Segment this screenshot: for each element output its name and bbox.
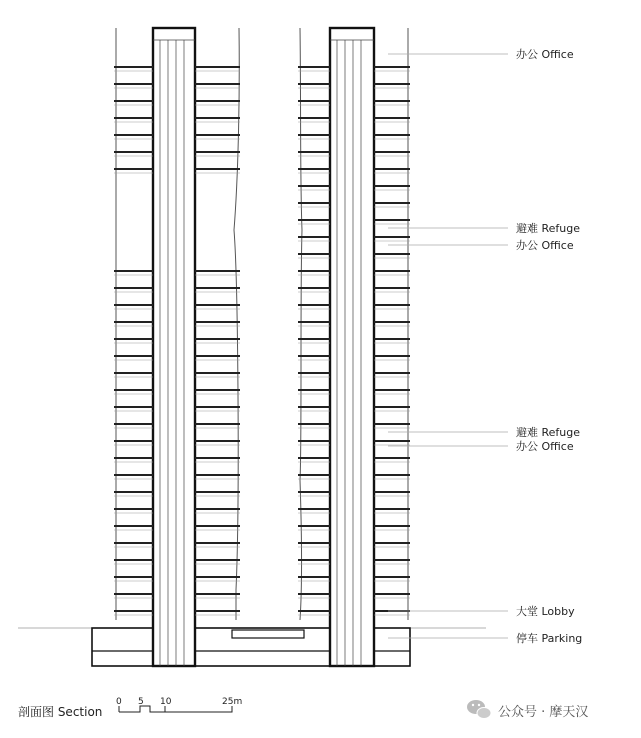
floor-slab	[114, 66, 153, 68]
floor-slab	[374, 202, 410, 204]
watermark	[467, 700, 588, 720]
floor-slab	[114, 457, 153, 459]
floor-slab	[374, 100, 410, 102]
floor-slab	[114, 338, 153, 340]
floor-slab	[114, 576, 153, 578]
label-office-lower: 办公 Office	[516, 440, 574, 453]
floor-slab	[195, 423, 240, 425]
floor-slab	[195, 406, 240, 408]
floor-slab	[374, 542, 410, 544]
floor-slab	[298, 440, 330, 442]
floor-slab	[298, 372, 330, 374]
floor-slab	[114, 610, 153, 612]
label-refuge-upper: 避难 Refuge	[516, 222, 581, 235]
floor-slab	[195, 100, 240, 102]
floor-slab	[298, 610, 330, 612]
floor-slab	[298, 168, 330, 170]
floor-slab	[114, 100, 153, 102]
floor-slab	[114, 304, 153, 306]
floor-slab	[374, 559, 410, 561]
floor-slab	[298, 304, 330, 306]
floor-slab	[114, 287, 153, 289]
floor-slab	[195, 440, 240, 442]
floor-slab	[374, 508, 410, 510]
floor-slab	[114, 593, 153, 595]
floor-slab	[195, 287, 240, 289]
floor-slab	[298, 202, 330, 204]
floor-slab	[374, 83, 410, 85]
floor-slab	[298, 542, 330, 544]
floor-slab	[114, 406, 153, 408]
floor-slab	[298, 287, 330, 289]
floor-slab	[374, 134, 410, 136]
floor-slab	[114, 542, 153, 544]
floor-slab	[374, 304, 410, 306]
label-lobby: 大堂 Lobby	[516, 605, 575, 618]
right-tower	[298, 28, 410, 666]
floor-slab	[195, 304, 240, 306]
floor-slab	[114, 389, 153, 391]
floor-slab	[298, 593, 330, 595]
floor-slab	[195, 117, 240, 119]
wechat-icon	[467, 700, 491, 719]
label-parking: 停车 Parking	[516, 632, 583, 645]
floor-slab	[298, 576, 330, 578]
floor-slab	[374, 270, 410, 272]
floor-slab	[195, 83, 240, 85]
floor-slab	[298, 253, 330, 255]
floor-slab	[114, 559, 153, 561]
watermark-text: 公众号 · 摩天汉	[498, 705, 589, 720]
floor-slab	[374, 151, 410, 153]
floor-slab	[114, 525, 153, 527]
floor-slab	[298, 508, 330, 510]
left-core	[153, 28, 195, 666]
floor-slab	[298, 236, 330, 238]
floor-slab	[298, 185, 330, 187]
floor-slab	[114, 355, 153, 357]
left-tower	[114, 28, 240, 666]
label-refuge-lower: 避难 Refuge	[516, 426, 581, 439]
floor-slab	[374, 525, 410, 527]
floor-slab	[374, 440, 410, 442]
floor-slab	[298, 134, 330, 136]
floor-slab	[374, 253, 410, 255]
floor-slab	[298, 457, 330, 459]
floor-slab	[195, 525, 240, 527]
floor-slab	[374, 338, 410, 340]
floor-slab	[374, 406, 410, 408]
floor-slab	[298, 559, 330, 561]
floor-slab	[195, 610, 240, 612]
floor-slab	[298, 491, 330, 493]
floor-slab	[298, 151, 330, 153]
floor-slab	[195, 338, 240, 340]
floor-slab	[195, 372, 240, 374]
scale-bar	[116, 697, 242, 712]
floor-slab	[114, 321, 153, 323]
floor-slab	[195, 457, 240, 459]
floor-slab	[195, 474, 240, 476]
floor-slab	[114, 423, 153, 425]
floor-slab	[195, 508, 240, 510]
floor-slab	[374, 168, 410, 170]
section-caption: 剖面图 Section	[18, 705, 103, 719]
floor-slab	[195, 321, 240, 323]
floor-slab	[374, 236, 410, 238]
floor-slab	[374, 355, 410, 357]
floor-slab	[114, 474, 153, 476]
floor-slab	[374, 457, 410, 459]
floor-slab	[114, 134, 153, 136]
floor-slab	[374, 576, 410, 578]
floor-slab	[374, 423, 410, 425]
floor-slab	[374, 117, 410, 119]
floor-slab	[298, 423, 330, 425]
floor-slab	[195, 151, 240, 153]
floor-slab	[114, 508, 153, 510]
floor-slab	[374, 593, 410, 595]
floor-slab	[298, 355, 330, 357]
scale-tick-0: 0	[116, 697, 122, 707]
floor-slab	[298, 389, 330, 391]
floor-slab	[114, 168, 153, 170]
floor-slab	[374, 66, 410, 68]
floor-slab	[298, 338, 330, 340]
floor-slab	[195, 270, 240, 272]
floor-slab	[298, 83, 330, 85]
floor-slab	[195, 559, 240, 561]
scale-tick-10: 10	[160, 697, 172, 707]
floor-slab	[298, 321, 330, 323]
floor-slab	[195, 389, 240, 391]
floor-slab	[298, 474, 330, 476]
label-office-top: 办公 Office	[516, 48, 574, 61]
scale-tick-25m: 25m	[222, 697, 243, 707]
floor-slab	[374, 287, 410, 289]
floor-slab	[114, 270, 153, 272]
floor-slab	[298, 525, 330, 527]
floor-slab	[195, 134, 240, 136]
label-office-upper: 办公 Office	[516, 239, 574, 252]
annotations	[388, 47, 582, 645]
floor-slab	[298, 117, 330, 119]
floor-slab	[114, 83, 153, 85]
floor-slab	[298, 406, 330, 408]
floor-slab	[374, 474, 410, 476]
floor-slab	[195, 491, 240, 493]
floor-slab	[114, 440, 153, 442]
floor-slab	[374, 372, 410, 374]
floor-slab	[374, 321, 410, 323]
right-core	[330, 28, 374, 666]
floor-slab	[114, 372, 153, 374]
floor-slab	[298, 270, 330, 272]
floor-slab	[298, 219, 330, 221]
floor-slab	[298, 100, 330, 102]
floor-slab	[195, 355, 240, 357]
floor-slab	[195, 66, 240, 68]
floor-slab	[114, 491, 153, 493]
floor-slab	[114, 117, 153, 119]
floor-slab	[195, 542, 240, 544]
floor-slab	[374, 219, 410, 221]
floor-slab	[374, 491, 410, 493]
scale-tick-5: 5	[138, 697, 144, 707]
floor-slab	[195, 168, 240, 170]
floor-slab	[298, 66, 330, 68]
floor-slab	[114, 151, 153, 153]
floor-slab	[374, 185, 410, 187]
floor-slab	[374, 389, 410, 391]
floor-slab	[195, 593, 240, 595]
floor-slab	[195, 576, 240, 578]
